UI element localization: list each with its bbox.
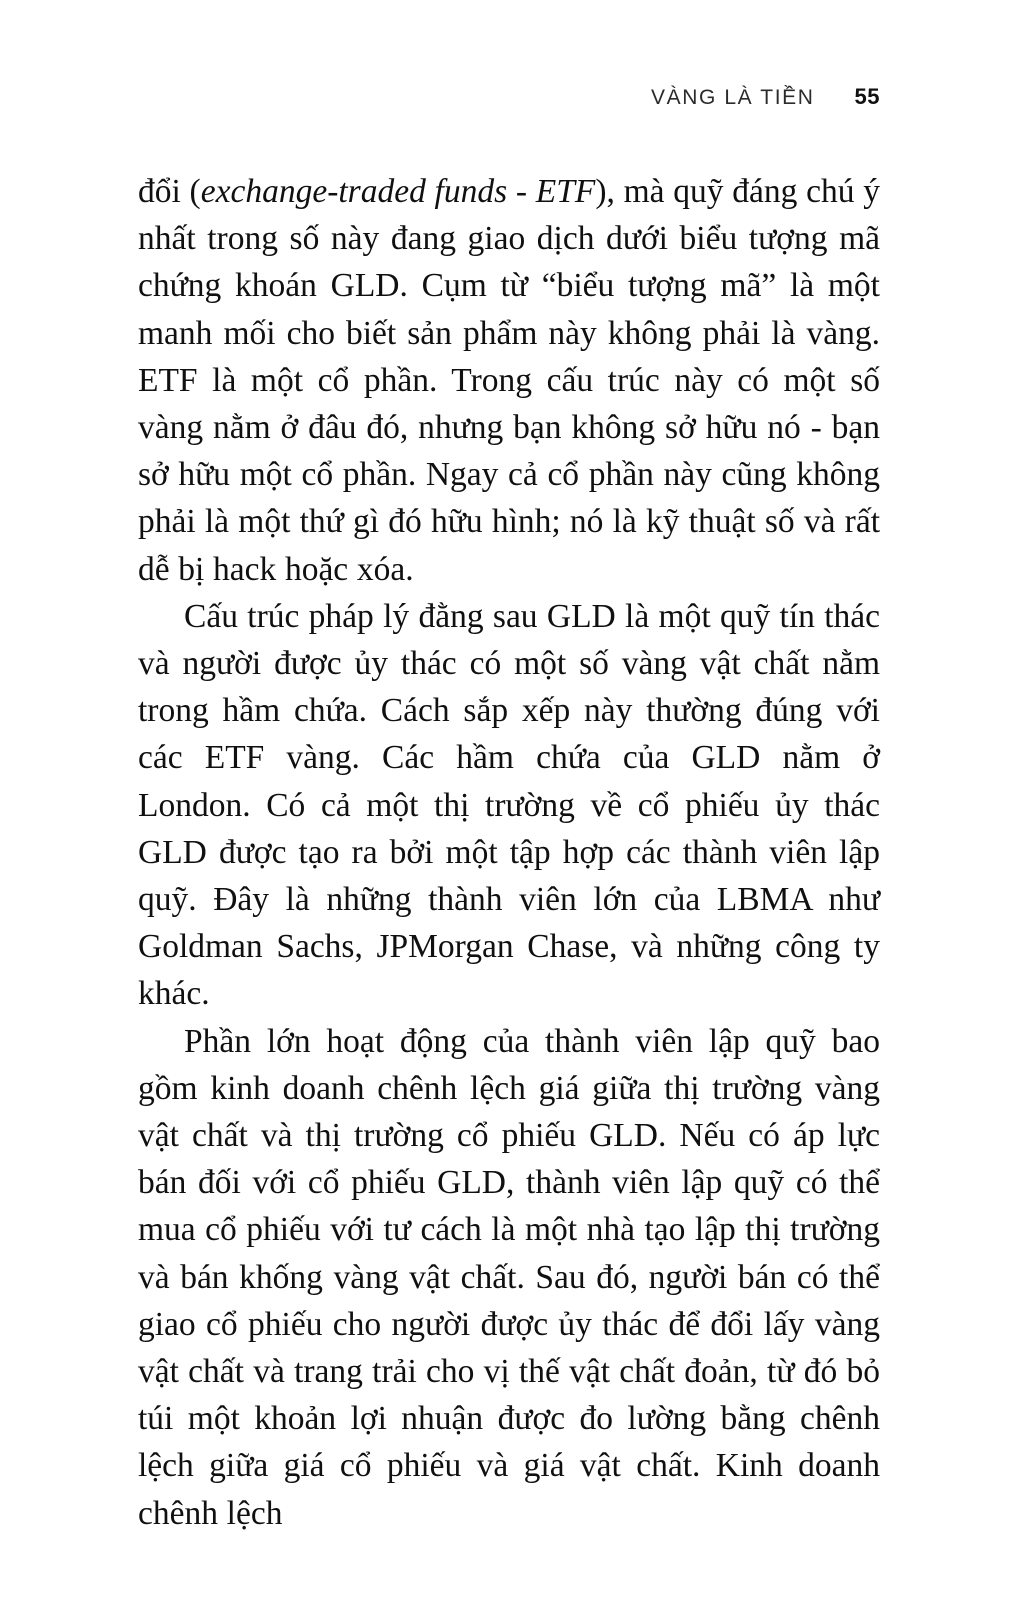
body-text-block [138, 168, 880, 1537]
page-number: 55 [854, 84, 880, 109]
paragraph-p1: đổi (exchange-traded funds - ETF), mà quỹ đáng chú ý nhất trong số này đang giao dịch dưới biểu tượng mã chứng khoán GLD. Cụm từ “biểu tượng mã” là một manh mối cho biết sản phẩm này không phải là vàng. ETF là một cổ phần. Trong cấu trúc này có một số vàng nằm ở đâu đó, nhưng bạn không sở hữu nó - bạn sở hữu một cổ phần. Ngay cả cổ phần này cũng không phải là một thứ gì đó hữu hình; nó là kỹ thuật số và rất dễ bị hack hoặc xóa. [138, 173, 880, 588]
running-head-title: VÀNG LÀ TIỀN [650, 86, 815, 109]
italic-term: exchange-traded funds - ETF [200, 173, 596, 210]
running-head [138, 84, 880, 110]
paragraph-p2: Cấu trúc pháp lý đằng sau GLD là một quỹ tín thác và người được ủy thác có một số vàng vật chất nằm trong hầm chứa. Cách sắp xếp này thường đúng với các ETF vàng. Các hầm chứa của GLD nằm ở London. Có cả một thị trường về cổ phiếu ủy thác GLD được tạo ra bởi một tập hợp các thành viên lập quỹ. Đây là những thành viên lớn của LBMA như Goldman Sachs, JPMorgan Chase, và những công ty khác. [138, 597, 880, 1013]
paragraph-p3: Phần lớn hoạt động của thành viên lập quỹ bao gồm kinh doanh chênh lệch giá giữa thị trường vàng vật chất và thị trường cổ phiếu GLD. Nếu có áp lực bán đối với cổ phiếu GLD, thành viên lập quỹ có thể mua cổ phiếu với tư cách là một nhà tạo lập thị trường và bán khống vàng vật chất. Sau đó, người bán có thể giao cổ phiếu cho người được ủy thác để đổi lấy vàng vật chất và trang trải cho vị thế vật chất đoản, từ đó bỏ túi một khoản lợi nhuận được đo lường bằng chênh lệch giữa giá cổ phiếu và giá vật chất. Kinh doanh chênh lệch [138, 1022, 880, 1532]
